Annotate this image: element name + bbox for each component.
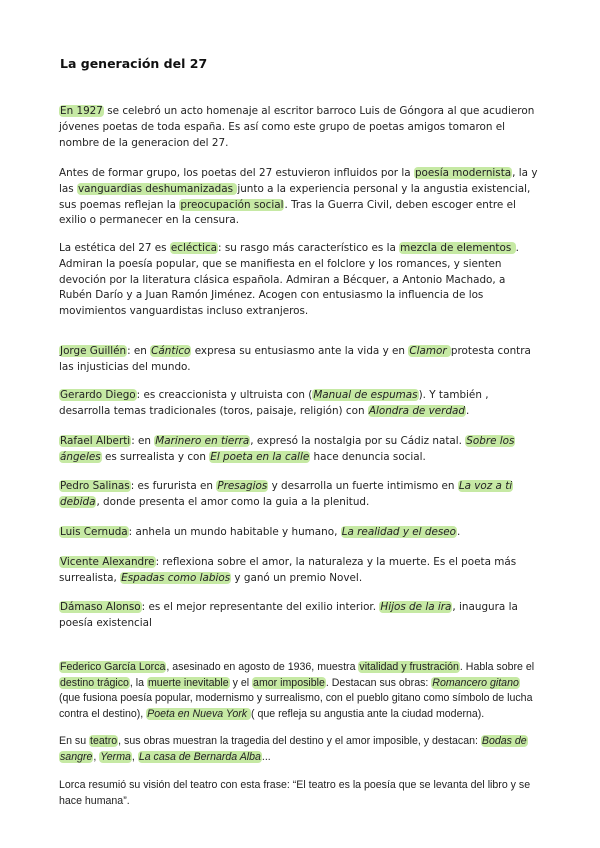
- work-title: La voz a ti debida: [60, 480, 513, 508]
- paragraph-lorca-frase: Lorca resumió su visión del teatro con esta frase: “El teatro es la poesía que se levanta del libro y se hace humana”.: [59, 779, 531, 807]
- work-title: Romancero gitano: [432, 676, 519, 689]
- work-title: Manual de espumas: [313, 389, 418, 401]
- work-title: El poeta en la calle: [210, 450, 310, 463]
- work-title: La realidad y el deseo: [341, 526, 457, 538]
- paragraph-alonso: Dámaso Alonso: es el mejor representante del exilio interior. Hijos de la ira, inaugura la poesía existencial: [59, 601, 518, 629]
- author-name: Jorge Guillén: [60, 345, 127, 357]
- highlight-mezcla: mezcla de elementos: [400, 242, 515, 254]
- work-title: Marinero en tierra: [155, 435, 250, 447]
- work-title: Alondra de verdad: [368, 404, 465, 417]
- highlight-teatro: teatro: [90, 735, 118, 747]
- author-name: Gerardo Diego: [60, 389, 136, 401]
- work-title: Bodas de sangre: [60, 735, 527, 763]
- paragraph-salinas: Pedro Salinas: es fururista en Presagios y desarrolla un fuerte intimismo en La voz a ti debida, donde presenta el amor como la guia a la plenitud.: [60, 480, 513, 508]
- author-name: Rafael Alberti: [60, 435, 131, 447]
- highlight-eclectica: ecléctica: [170, 242, 218, 254]
- paragraph-cernuda: Luis Cernuda: anhela un mundo habitable y humano, La realidad y el deseo.: [60, 526, 461, 538]
- author-name: Federico García Lorca: [60, 661, 166, 673]
- highlight-modernista: poesía modernista: [414, 167, 512, 179]
- paragraph-diego: Gerardo Diego: es creaccionista y ultruista con (Manual de espumas). Y también , desarrolla temas tradicionales (toros, paisaje, religión) con Alondra de verdad.: [59, 389, 489, 417]
- work-title: Poeta en Nueva York: [147, 707, 251, 720]
- work-title: Presagios: [217, 480, 268, 492]
- work-title: Espadas como labios: [121, 571, 231, 584]
- author-name: Vicente Alexandre: [60, 556, 155, 568]
- work-title: Sobre los ángeles: [60, 435, 515, 463]
- author-name: Dámaso Alonso: [60, 601, 141, 613]
- highlight-year: En 1927: [60, 105, 103, 117]
- paragraph-alberti: Rafael Alberti: en Marinero en tierra, expresó la nostalgia por su Cádiz natal. Sobre los ángeles es surrealista y con El poeta en la calle hace denuncia social.: [60, 435, 515, 463]
- author-name: Pedro Salinas: [60, 480, 130, 492]
- work-title: Yerma: [100, 750, 131, 763]
- highlight-vitalidad: vitalidad y frustración: [359, 661, 459, 673]
- paragraph-lorca-poesia: Federico García Lorca, asesinado en agosto de 1936, muestra vitalidad y frustración. Habla sobre el destino trágico, la muerte inevitable y el amor imposible. Destacan sus obras: Romancero gitano (que fusiona poesía popular, modernismo y surrealismo, con el pueblo gitano como símbolo de lucha contra el destino), Poeta en Nueva York ( que refleja su angustia ante la ciudad moderna).: [59, 661, 535, 720]
- work-title: Cántico: [151, 345, 191, 357]
- highlight-preocupacion: preocupación social: [180, 198, 284, 211]
- document-title: La generación del 27: [60, 56, 208, 71]
- highlight-vanguardias: vanguardias deshumanizadas: [77, 182, 237, 195]
- paragraph-aleixandre: Vicente Alexandre: reflexiona sobre el amor, la naturaleza y la muerte. Es el poeta más surrealista, Espadas como labios y ganó un premio Novel.: [59, 556, 517, 584]
- highlight-amor: amor imposible: [253, 676, 325, 689]
- paragraph-estetica: La estética del 27 es ecléctica: su rasgo más característico es la mezcla de elementos . Admiran la poesía popular, que se manifiesta en el folclore y los romances, y sienten devoción por la literatura clásica española. Admiran a Bécquer, a Antonio Machado, a Rubén Darío y a Juan Ramón Jiménez. Acogen con entusiasmo la influencia de los movimientos vanguardistas incluso extranjeros.: [59, 242, 519, 318]
- work-title: Clamor: [409, 345, 450, 357]
- paragraph-lorca-teatro: En su teatro, sus obras muestran la tragedia del destino y el amor imposible, y destacan: Bodas de sangre, Yerma, La casa de Bernarda Alba...: [59, 735, 527, 763]
- paragraph-guillen: Jorge Guillén: en Cántico expresa su entusiasmo ante la vida y en Clamor protesta contra las injusticias del mundo.: [59, 345, 531, 373]
- work-title: Hijos de la ira: [380, 601, 452, 613]
- highlight-destino: destino trágico: [60, 676, 129, 689]
- paragraph-influences: Antes de formar grupo, los poetas del 27 estuvieron influidos por la poesía modernista, la y las vanguardias deshumanizadas junto a la experiencia personal y la angustia existencial, sus poemas reflejan la preocupación social. Tras la Guerra Civil, deben escoger entre el exilio o permanecer en la censura.: [59, 167, 538, 227]
- paragraph-intro: En 1927 se celebró un acto homenaje al escritor barroco Luis de Góngora al que acudieron jóvenes poetas de toda españa. Es así como este grupo de poetas amigos tomaron el nombre de la generacion del 27.: [59, 105, 535, 149]
- work-title: La casa de Bernarda Alba: [138, 750, 261, 763]
- highlight-muerte: muerte inevitable: [147, 676, 229, 689]
- author-name: Luis Cernuda: [60, 526, 128, 538]
